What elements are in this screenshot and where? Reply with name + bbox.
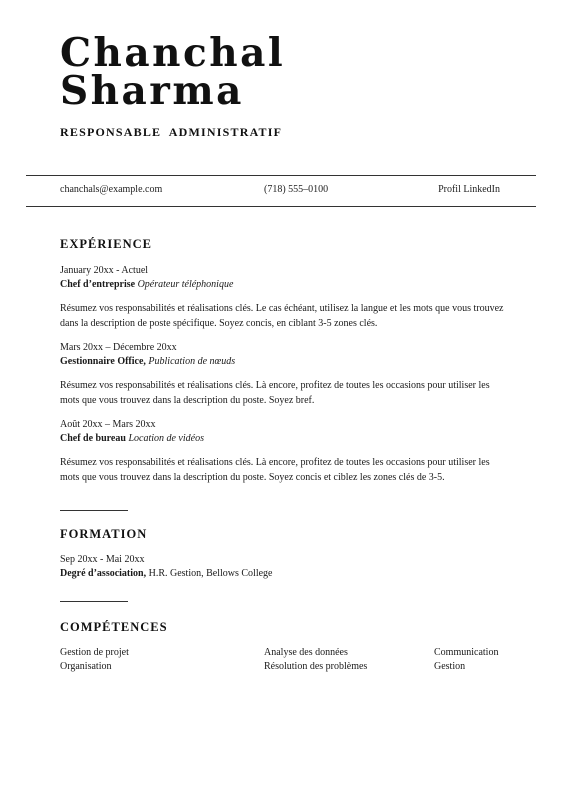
last-name: Sharma xyxy=(60,68,244,114)
section-divider xyxy=(60,601,128,602)
experience-date: Août 20xx – Mars 20xx xyxy=(60,419,156,430)
first-name: Chanchal xyxy=(60,30,286,76)
contact-linkedin[interactable]: Profil LinkedIn xyxy=(438,184,500,195)
job-title: RESPONSABLE ADMINISTRATIF xyxy=(60,125,283,139)
candidate-name xyxy=(60,30,286,114)
contact-phone: (718) 555–0100 xyxy=(264,184,329,195)
experience-item xyxy=(60,264,510,331)
experience-position: Chef de bureau xyxy=(60,433,126,444)
skill-item: Analyse des données xyxy=(264,647,348,658)
skill-item: Gestion xyxy=(434,661,466,672)
experience-company: Publication de nœuds xyxy=(148,356,236,367)
education-degree-line xyxy=(60,567,510,581)
education-school: H.R. Gestion, Bellows College xyxy=(146,568,273,579)
education-date: Sep 20xx - Mai 20xx xyxy=(60,554,145,565)
contact-bar xyxy=(26,175,536,207)
experience-position: Chef d’entreprise xyxy=(60,279,136,290)
skill-item: Résolution des problèmes xyxy=(264,661,368,672)
skill-item: Organisation xyxy=(60,661,112,672)
experience-item xyxy=(60,418,510,485)
section-title-skills: COMPÉTENCES xyxy=(60,620,168,634)
experience-description: Résumez vos responsabilités et réalisations clés. Là encore, profitez de toutes les occasions pour utiliser les mots que vous trouvez dans la description du poste. Soyez concis et ciblez les zones clés de 3-5. xyxy=(60,457,490,483)
experience-position: Gestionnaire Office, xyxy=(60,356,146,367)
section-divider xyxy=(60,510,128,511)
experience-role xyxy=(60,355,510,369)
skill-item: Communication xyxy=(434,647,499,658)
experience-company: Opérateur téléphonique xyxy=(137,279,234,290)
experience-item xyxy=(60,341,510,408)
experience-date: January 20xx - Actuel xyxy=(60,265,149,276)
education-degree: Degré d’association, xyxy=(60,568,147,579)
experience-description: Résumez vos responsabilités et réalisations clés. Là encore, profitez de toutes les occasions pour utiliser les mots que vous trouvez dans la description du poste. Soyez bref. xyxy=(60,380,490,406)
contact-email[interactable]: chanchals@example.com xyxy=(60,184,163,195)
skill-item: Gestion de projet xyxy=(60,647,129,658)
experience-date: Mars 20xx – Décembre 20xx xyxy=(60,342,177,353)
section-title-experience: EXPÉRIENCE xyxy=(60,237,152,251)
education-item xyxy=(60,553,510,581)
experience-company: Location de vidéos xyxy=(128,433,204,444)
experience-description: Résumez vos responsabilités et réalisations clés. Le cas échéant, utilisez la langue et les mots que vous trouvez dans la description de poste spécifique. Soyez concis, en ciblant 3-5 zones clés. xyxy=(60,303,504,329)
experience-role xyxy=(60,278,510,292)
experience-role xyxy=(60,432,510,446)
section-title-education: FORMATION xyxy=(60,527,148,541)
